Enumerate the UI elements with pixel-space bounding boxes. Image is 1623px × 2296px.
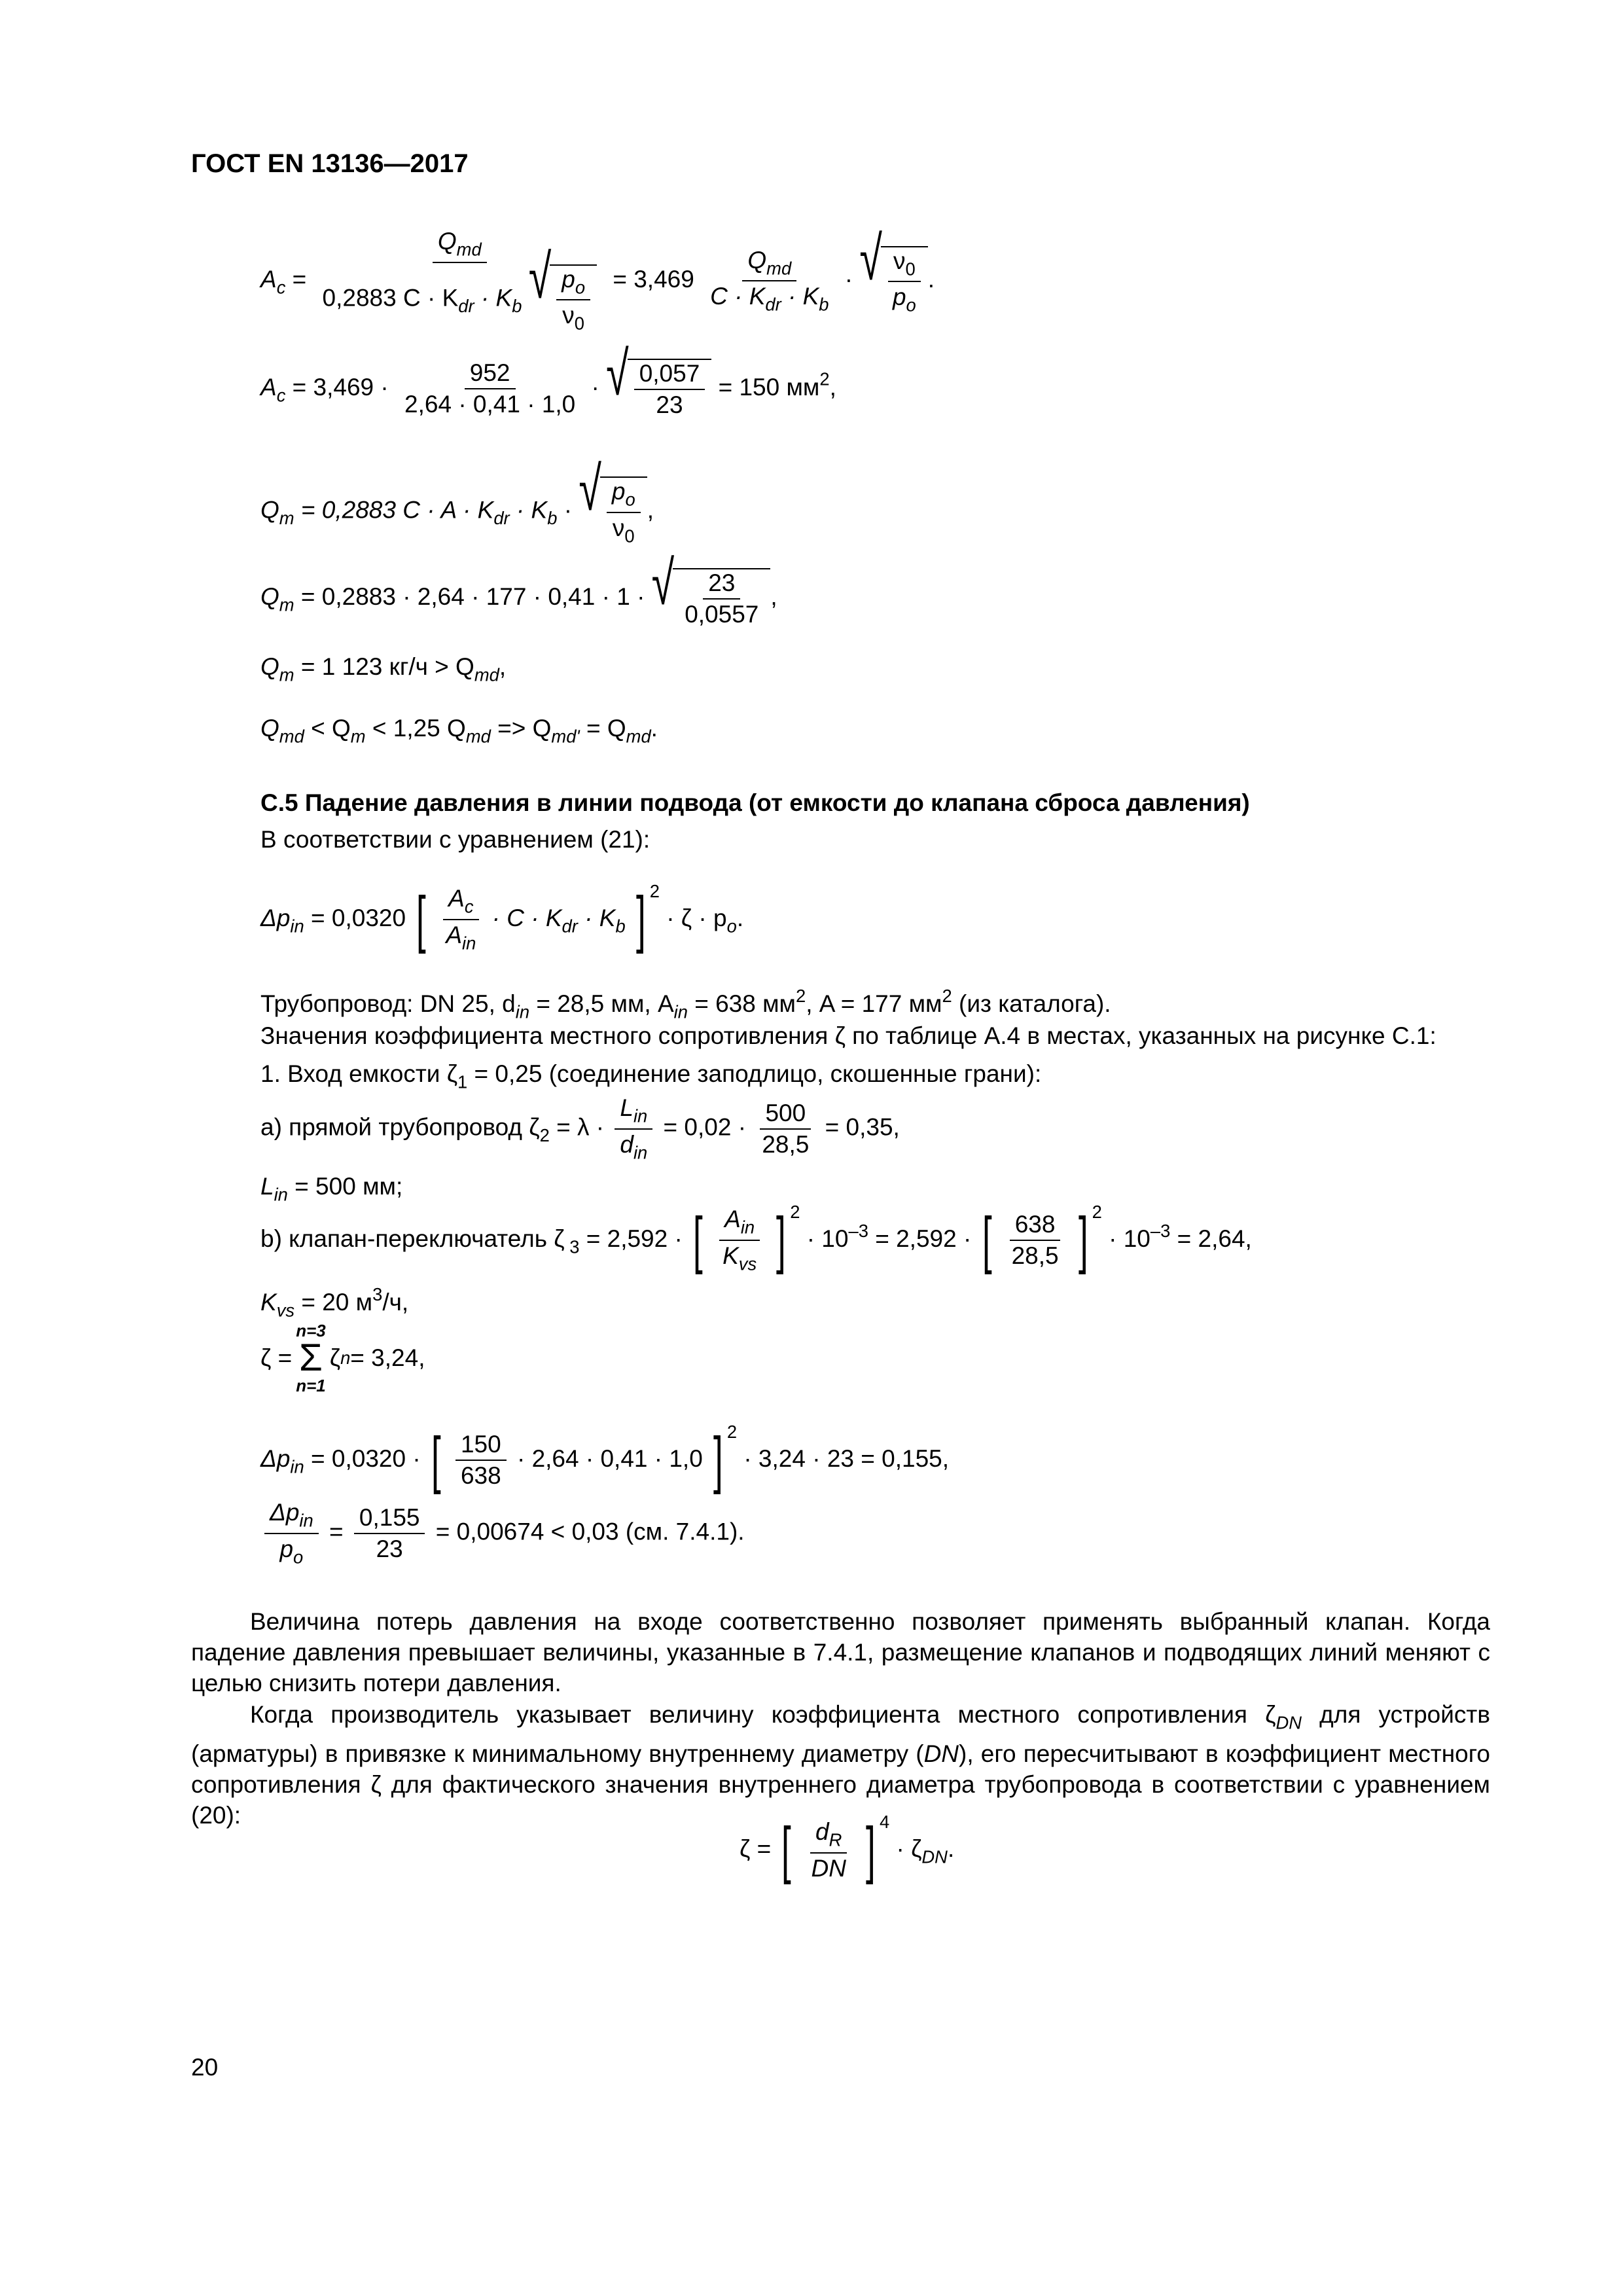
equation-pressure-drop-formula: $\Delta p_{in} = 0,0320$ [ $\frac{A_c}{A_{in}}$ · $C \cdot K_{dr} \cdot K_b$ ] $^2 \cdot \zeta \cdot p_o$. [260,881,744,954]
equation-qmd-comparison: $Q_{md} < Q_m < 1,25$ $Q_{md} => Q_{md'} = Q_{md}$. [260,715,658,747]
paragraph-recalculation: Когда производитель указывает величину коэффициента местного сопротивления $\zeta_{DN}$ для устройств (арматуры) в привязке к минимальному внутреннему диаметру (DN), его пересчитывают в коэффициент местного сопротивления ζ для фактического значения внутреннего диаметра трубопровода в соответствии с уравнением (20): [191,1701,1490,1829]
equation-ac-numeric: $A_c = 3,469$ · $\frac{952}{2,64 \cdot 0,41 \cdot 1,0}$ · √ $\frac{0,057}{23}$ = 150 $мм^2$, [260,340,836,418]
pipeline-spec: Трубопровод: DN 25, $d_{in} = 28,5$ мм, $A_{in} = 638$ $мм^2$, A = 177 $мм^2$ (из каталога). [260,986,1111,1022]
section-title: С.5 Падение давления в линии подвода (от емкости до клапана сброса давления) [260,789,1250,816]
kvs-value: $K_{vs} = 20$ $м^3/ч$, [260,1284,409,1321]
page-number: 20 [191,2054,219,2081]
document-header: ГОСТ EN 13136—2017 [191,149,469,178]
paragraph-conclusion: Величина потерь давления на входе соответственно позволяет применять выбранный клапан. Когда падение давления превышает величины, указанные в 7.4.1, размещение клапанов и подводящих линий меняют с целью снизить потери давления. [191,1608,1490,1696]
coefficient-intro: Значения коэффициента местного сопротивления ζ по таблице А.4 в местах, указанных на рисунке С.1: [260,1022,1436,1049]
equation-zeta-conversion: ζ = [ $\frac{d_R}{DN}$ ] $^4 \cdot \zeta_{DN}$. [740,1812,955,1885]
item-a-straight-pipe: a) прямой трубопровод $\zeta_2 = \lambda$ · $\frac{L_{in}}{d_{in}}$ = 0,02 · $\frac{500}{28,5}$ = 0,35, [260,1094,900,1163]
equation-qm-numeric: $Q_m = 0,2883 \cdot 2,64 \cdot 177 \cdot 0,41 \cdot 1$ · √ $\frac{23}{0,0557}$ , [260,549,777,628]
equation-qm-result: $Q_m = 1$ 123 $кг/ч > Q_{md}$, [260,653,507,685]
lin-value: $L_{in} = 500$ мм; [260,1173,403,1205]
equation-relative-drop: $\frac{\Delta p_{in}}{p_o}$ = $\frac{0,155}{23}$ = 0,00674 < 0,03 (см. 7.4.1). [260,1499,745,1568]
equation-zeta-sum: ζ = n=3 Σ n=1 ζ n = 3,24, [260,1321,425,1395]
equation-pressure-drop-numeric: $\Delta p_{in} = 0,0320$ · [ $\frac{150}{638}$ · 2,64 · 0,41 · 1,0 ] $^2$ · 3,24 · 23 = 0,155, [260,1422,950,1495]
equation-qm-formula: $Q_m = 0,2883$ $C \cdot A \cdot K_{dr} \cdot K_b$ · √ $\frac{p_o}{\nu_0}$ , [260,455,654,547]
item-b-switch-valve: b) клапан-переключатель ζ $_3$ = 2,592 · [ $\frac{A_{in}}{K_{vs}}$ ] $^2 \cdot 10^{-3} = 2,592$ · [ $\frac{638}{28,5}$ ] $^2 \cdot 10^{-3} = 2,64$, [260,1202,1252,1275]
equation-ac-formula: $A_c$ = $Q_{md}$ 0,2883 $C \cdot K_{dr} \cdot K_b$ √ $\frac{p_o}{\nu_0}$ = 3,469 $\frac{Q_{md}}{C \cdot K_{dr} \cdot K_b}$ · √ $\frac{\nu_0}{p_o}$ . [260,224,935,334]
item-1-tank-inlet: 1. Вход емкости $\zeta_1 = 0,25$ (соединение заподлицо, скошенные грани): [260,1060,1042,1092]
section-intro: В соответствии с уравнением (21): [260,826,651,853]
